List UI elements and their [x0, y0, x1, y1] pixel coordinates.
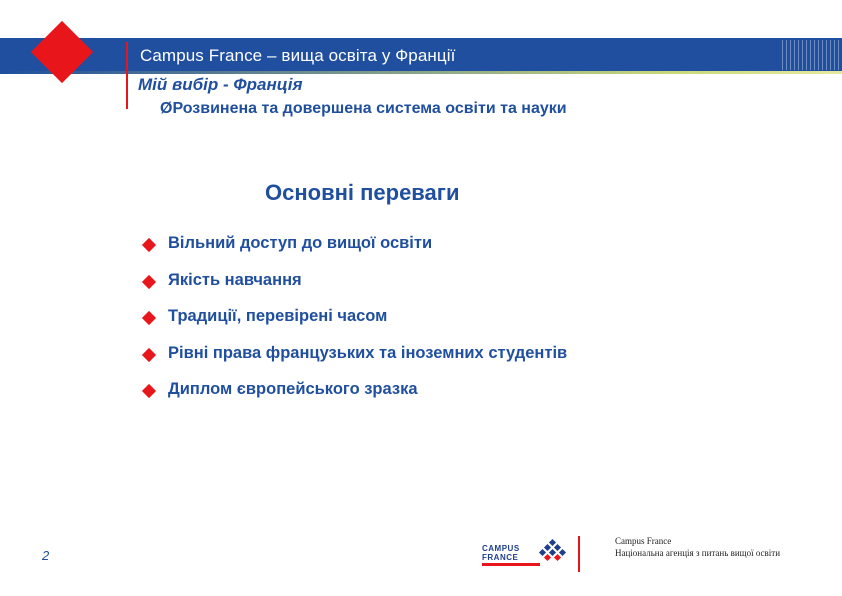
list-item [140, 344, 567, 381]
diamond-bullet-icon [142, 274, 156, 288]
header-pattern [782, 40, 842, 70]
logo-text-campus: CAMPUS [482, 544, 520, 553]
header-divider [126, 42, 128, 109]
benefit-text: Вільний доступ до вищої освіти [168, 234, 433, 252]
list-item [140, 234, 567, 271]
logo-strip [482, 563, 540, 566]
benefits-list [140, 234, 567, 417]
benefit-text: Традиції, перевірені часом [168, 307, 388, 325]
footer-divider [578, 536, 580, 572]
benefit-text: Диплом європейського зразка [168, 380, 418, 398]
footer-org-name: Campus France [615, 536, 672, 546]
page-number: 2 [42, 548, 50, 563]
benefit-text: Якість навчання [168, 270, 302, 289]
diamond-bullet-icon [142, 384, 156, 398]
diamond-bullet-icon [142, 311, 156, 325]
list-item [140, 307, 567, 344]
campus-france-logo-icon [482, 538, 570, 570]
footer-org-description: Національна агенція з питань вищої освіти [615, 548, 781, 558]
diamond-bullet-icon [142, 238, 156, 252]
logo-triangle-icon [536, 538, 568, 568]
diamond-bullet-icon [142, 347, 156, 361]
section-title: Основні переваги [265, 180, 460, 205]
list-item [140, 380, 567, 417]
logo-text-france: FRANCE [482, 553, 519, 562]
list-item [140, 271, 567, 308]
benefit-text: Рівні права французьких та іноземних студентів [168, 343, 568, 362]
intro-bullet: ØРозвинена та довершена система освіти та науки [160, 100, 567, 117]
page-subtitle: Мій вибір - Франція [138, 75, 303, 94]
header-title: Campus France – вища освіта у Франції [140, 46, 456, 65]
